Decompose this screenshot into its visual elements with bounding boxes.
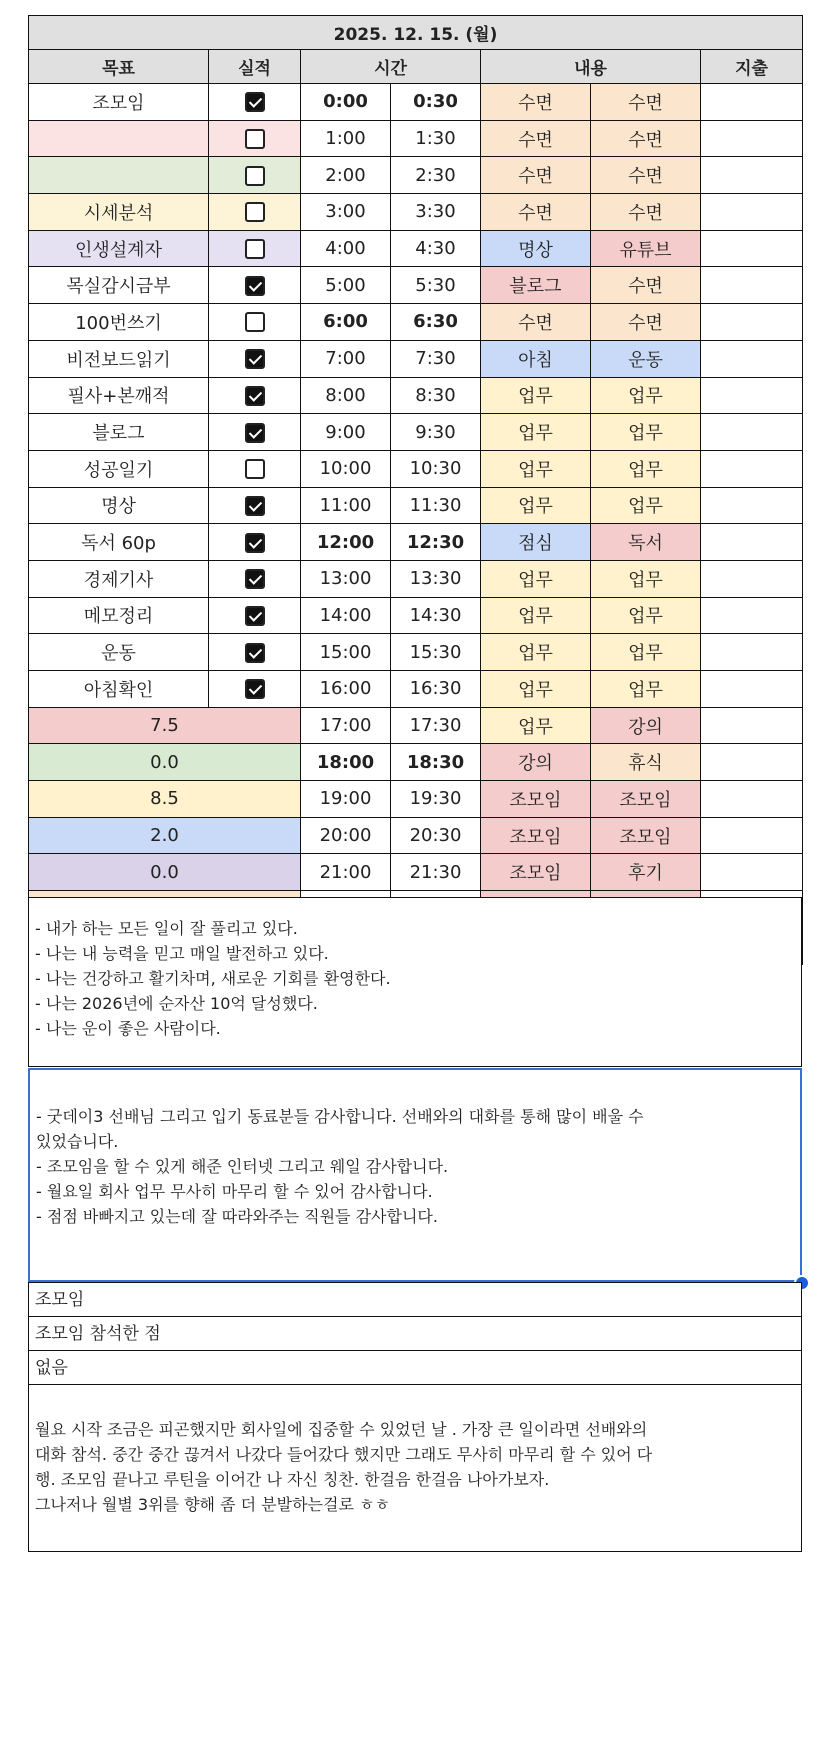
activity-cell-2[interactable]: 업무 — [591, 487, 701, 524]
activity-cell-1[interactable]: 강의 — [481, 744, 591, 781]
activity-cell-1[interactable]: 업무 — [481, 707, 591, 744]
end-time-cell[interactable]: 9:30 — [391, 414, 481, 451]
schedule-row — [29, 304, 803, 341]
activity-cell-2[interactable]: 조모임 — [591, 817, 701, 854]
end-time-cell[interactable]: 3:30 — [391, 194, 481, 231]
end-time-cell[interactable]: 11:30 — [391, 487, 481, 524]
end-time-cell[interactable]: 6:30 — [391, 304, 481, 341]
end-time-cell[interactable]: 18:30 — [391, 744, 481, 781]
time-header[interactable]: 시간 — [301, 50, 481, 84]
activity-cell-1[interactable]: 블로그 — [481, 267, 591, 304]
start-time-cell[interactable]: 6:00 — [301, 304, 391, 341]
goal-cell[interactable]: 운동 — [29, 634, 209, 671]
activity-cell-2[interactable]: 업무 — [591, 560, 701, 597]
affirmations-line: - 나는 건강하고 활기차며, 새로운 기회를 환영한다. — [35, 969, 391, 988]
schedule-row — [29, 84, 803, 121]
schedule-row — [29, 340, 803, 377]
done-checkbox-cell[interactable] — [209, 157, 301, 194]
start-time-cell[interactable]: 2:00 — [301, 157, 391, 194]
activity-cell-2[interactable]: 후기 — [591, 854, 701, 891]
end-time-cell[interactable]: 0:30 — [391, 84, 481, 121]
checkbox[interactable] — [245, 606, 265, 626]
activity-cell-2[interactable]: 수면 — [591, 157, 701, 194]
goal-cell[interactable]: 명상 — [29, 487, 209, 524]
activity-cell-2[interactable]: 업무 — [591, 414, 701, 451]
expense-cell[interactable] — [701, 267, 803, 304]
start-time-cell[interactable]: 17:00 — [301, 707, 391, 744]
expense-cell[interactable] — [701, 230, 803, 267]
affirmations-box[interactable] — [28, 897, 802, 1067]
content-header[interactable]: 내용 — [481, 50, 701, 84]
category-total-cell[interactable]: 0.0 — [29, 854, 301, 891]
checkbox[interactable] — [245, 202, 265, 222]
activity-cell-2[interactable]: 수면 — [591, 84, 701, 121]
start-time-cell[interactable]: 7:00 — [301, 340, 391, 377]
activity-cell-1[interactable]: 조모임 — [481, 817, 591, 854]
summary-line-3[interactable]: 없음 — [28, 1350, 802, 1385]
done-checkbox-cell[interactable] — [209, 304, 301, 341]
goal-cell[interactable]: 조모임 — [29, 84, 209, 121]
goal-cell[interactable]: 메모정리 — [29, 597, 209, 634]
activity-cell-2[interactable]: 업무 — [591, 671, 701, 708]
end-time-cell[interactable]: 20:30 — [391, 817, 481, 854]
activity-cell-1[interactable]: 조모임 — [481, 781, 591, 818]
affirmations-line: - 나는 2026년에 순자산 10억 달성했다. — [35, 994, 318, 1013]
checkbox[interactable] — [245, 533, 265, 553]
expense-cell[interactable] — [701, 781, 803, 818]
diary-line: 그나저나 월별 3위를 향해 좀 더 분발하는걸로 ㅎㅎ — [35, 1495, 390, 1514]
end-time-cell[interactable]: 7:30 — [391, 340, 481, 377]
schedule-row — [29, 854, 803, 891]
end-time-cell[interactable]: 4:30 — [391, 230, 481, 267]
end-time-cell[interactable]: 16:30 — [391, 671, 481, 708]
goal-cell[interactable]: 시세분석 — [29, 194, 209, 231]
checkbox[interactable] — [245, 239, 265, 259]
activity-cell-1[interactable]: 업무 — [481, 597, 591, 634]
done-checkbox-cell[interactable] — [209, 230, 301, 267]
checkbox[interactable] — [245, 166, 265, 186]
end-time-cell[interactable]: 8:30 — [391, 377, 481, 414]
start-time-cell[interactable]: 0:00 — [301, 84, 391, 121]
checkbox[interactable] — [245, 423, 265, 443]
diary-box[interactable] — [28, 1384, 802, 1552]
activity-cell-2[interactable]: 업무 — [591, 597, 701, 634]
diary-line: 대화 참석. 중간 중간 끊겨서 나갔다 들어갔다 했지만 그래도 무사히 마무리 할 수 있어 다 — [35, 1445, 653, 1464]
schedule-row — [29, 781, 803, 818]
end-time-cell[interactable]: 19:30 — [391, 781, 481, 818]
start-time-cell[interactable]: 1:00 — [301, 120, 391, 157]
start-time-cell[interactable]: 19:00 — [301, 781, 391, 818]
expense-cell[interactable] — [701, 377, 803, 414]
start-time-cell[interactable]: 11:00 — [301, 487, 391, 524]
schedule-row — [29, 524, 803, 561]
expense-cell[interactable] — [701, 671, 803, 708]
start-time-cell[interactable]: 3:00 — [301, 194, 391, 231]
done-checkbox-cell[interactable] — [209, 377, 301, 414]
goal-cell[interactable]: 인생설계자 — [29, 230, 209, 267]
schedule-table — [28, 15, 803, 965]
done-checkbox-cell[interactable] — [209, 597, 301, 634]
done-checkbox-cell[interactable] — [209, 84, 301, 121]
schedule-row — [29, 157, 803, 194]
schedule-row — [29, 414, 803, 451]
checkbox[interactable] — [245, 643, 265, 663]
affirmations-line: - 내가 하는 모든 일이 잘 풀리고 있다. — [35, 919, 298, 938]
category-total-cell[interactable]: 8.5 — [29, 781, 301, 818]
schedule-row — [29, 634, 803, 671]
activity-cell-1[interactable]: 수면 — [481, 194, 591, 231]
expense-cell[interactable] — [701, 120, 803, 157]
gratitude-box[interactable] — [28, 1068, 802, 1282]
expense-cell[interactable] — [701, 854, 803, 891]
goal-cell[interactable]: 100번쓰기 — [29, 304, 209, 341]
schedule-row — [29, 377, 803, 414]
category-total-cell[interactable]: 0.0 — [29, 744, 301, 781]
done-checkbox-cell[interactable] — [209, 450, 301, 487]
activity-cell-1[interactable]: 업무 — [481, 377, 591, 414]
gratitude-line: - 조모임을 할 수 있게 해준 인터넷 그리고 웨일 감사합니다. — [36, 1157, 449, 1176]
category-total-cell[interactable]: 7.5 — [29, 707, 301, 744]
activity-cell-2[interactable]: 수면 — [591, 304, 701, 341]
activity-cell-2[interactable]: 독서 — [591, 524, 701, 561]
start-time-cell[interactable]: 15:00 — [301, 634, 391, 671]
schedule-row — [29, 707, 803, 744]
start-time-cell[interactable]: 16:00 — [301, 671, 391, 708]
goal-cell[interactable]: 성공일기 — [29, 450, 209, 487]
date-title[interactable]: 2025. 12. 15. (월) — [29, 16, 803, 50]
activity-cell-1[interactable]: 업무 — [481, 487, 591, 524]
expense-cell[interactable] — [701, 414, 803, 451]
daily-planner-sheet — [28, 15, 802, 965]
checkbox[interactable] — [245, 129, 265, 149]
end-time-cell[interactable]: 14:30 — [391, 597, 481, 634]
activity-cell-1[interactable]: 수면 — [481, 120, 591, 157]
end-time-cell[interactable]: 2:30 — [391, 157, 481, 194]
goal-cell[interactable] — [29, 120, 209, 157]
schedule-row — [29, 597, 803, 634]
checkbox[interactable] — [245, 496, 265, 516]
expense-cell[interactable] — [701, 634, 803, 671]
checkbox[interactable] — [245, 459, 265, 479]
summary-line-1[interactable]: 조모임 — [28, 1282, 802, 1317]
activity-cell-2[interactable]: 수면 — [591, 267, 701, 304]
end-time-cell[interactable]: 12:30 — [391, 524, 481, 561]
activity-cell-1[interactable]: 명상 — [481, 230, 591, 267]
checkbox[interactable] — [245, 569, 265, 589]
done-checkbox-cell[interactable] — [209, 414, 301, 451]
end-time-cell[interactable]: 10:30 — [391, 450, 481, 487]
done-checkbox-cell[interactable] — [209, 560, 301, 597]
affirmations-line: - 나는 운이 좋은 사람이다. — [35, 1019, 221, 1038]
activity-cell-1[interactable]: 업무 — [481, 450, 591, 487]
done-checkbox-cell[interactable] — [209, 487, 301, 524]
expense-cell[interactable] — [701, 487, 803, 524]
goal-cell[interactable]: 아침확인 — [29, 671, 209, 708]
schedule-row — [29, 230, 803, 267]
gratitude-line: - 굿데이3 선배님 그리고 입기 동료분들 감사합니다. 선배와의 대화를 통해 많이 배울 수 — [36, 1107, 644, 1126]
expense-cell[interactable] — [701, 524, 803, 561]
activity-cell-1[interactable]: 업무 — [481, 671, 591, 708]
gratitude-line: - 월요일 회사 업무 무사히 마무리 할 수 있어 감사합니다. — [36, 1182, 433, 1201]
expense-cell[interactable] — [701, 450, 803, 487]
start-time-cell[interactable]: 4:00 — [301, 230, 391, 267]
activity-cell-1[interactable]: 수면 — [481, 84, 591, 121]
goal-cell[interactable] — [29, 157, 209, 194]
activity-cell-2[interactable]: 강의 — [591, 707, 701, 744]
checkbox[interactable] — [245, 276, 265, 296]
gratitude-line: - 점점 바빠지고 있는데 잘 따라와주는 직원들 감사합니다. — [36, 1207, 438, 1226]
schedule-row — [29, 450, 803, 487]
activity-cell-1[interactable]: 아침 — [481, 340, 591, 377]
expense-header[interactable]: 지출 — [701, 50, 803, 84]
activity-cell-1[interactable]: 업무 — [481, 414, 591, 451]
checkbox[interactable] — [245, 312, 265, 332]
start-time-cell[interactable]: 13:00 — [301, 560, 391, 597]
end-time-cell[interactable]: 17:30 — [391, 707, 481, 744]
end-time-cell[interactable]: 21:30 — [391, 854, 481, 891]
checkbox[interactable] — [245, 92, 265, 112]
goal-cell[interactable]: 경제기사 — [29, 560, 209, 597]
expense-cell[interactable] — [701, 157, 803, 194]
expense-cell[interactable] — [701, 84, 803, 121]
activity-cell-2[interactable]: 수면 — [591, 194, 701, 231]
checkbox[interactable] — [245, 349, 265, 369]
end-time-cell[interactable]: 13:30 — [391, 560, 481, 597]
diary-line: 월요 시작 조금은 피곤했지만 회사일에 집중할 수 있었던 날 . 가장 큰 일이라면 선배와의 — [35, 1420, 648, 1439]
start-time-cell[interactable]: 9:00 — [301, 414, 391, 451]
done-checkbox-cell[interactable] — [209, 340, 301, 377]
activity-cell-2[interactable]: 휴식 — [591, 744, 701, 781]
diary-text — [35, 1417, 801, 1517]
expense-cell[interactable] — [701, 194, 803, 231]
start-time-cell[interactable]: 18:00 — [301, 744, 391, 781]
done-checkbox-cell[interactable] — [209, 634, 301, 671]
goal-header[interactable]: 목표 — [29, 50, 209, 84]
end-time-cell[interactable]: 15:30 — [391, 634, 481, 671]
done-checkbox-cell[interactable] — [209, 524, 301, 561]
goal-cell[interactable]: 목실감시금부 — [29, 267, 209, 304]
expense-cell[interactable] — [701, 744, 803, 781]
activity-cell-2[interactable]: 조모임 — [591, 781, 701, 818]
expense-cell[interactable] — [701, 817, 803, 854]
done-checkbox-cell[interactable] — [209, 120, 301, 157]
activity-cell-1[interactable]: 수면 — [481, 304, 591, 341]
activity-cell-2[interactable]: 운동 — [591, 340, 701, 377]
expense-cell[interactable] — [701, 707, 803, 744]
checkbox[interactable] — [245, 679, 265, 699]
affirmations-list — [35, 916, 801, 1041]
diary-line: 행. 조모임 끝나고 루틴을 이어간 나 자신 칭찬. 한걸음 한걸음 나아가보자. — [35, 1470, 550, 1489]
activity-cell-2[interactable]: 업무 — [591, 377, 701, 414]
end-time-cell[interactable]: 1:30 — [391, 120, 481, 157]
goal-cell[interactable]: 독서 60p — [29, 524, 209, 561]
gratitude-line: 있었습니다. — [36, 1132, 119, 1151]
expense-cell[interactable] — [701, 340, 803, 377]
activity-cell-1[interactable]: 업무 — [481, 634, 591, 671]
activity-cell-2[interactable]: 업무 — [591, 634, 701, 671]
gratitude-list — [36, 1104, 800, 1229]
activity-cell-2[interactable]: 수면 — [591, 120, 701, 157]
expense-cell[interactable] — [701, 304, 803, 341]
schedule-row — [29, 267, 803, 304]
schedule-row — [29, 120, 803, 157]
schedule-row — [29, 671, 803, 708]
summary-line-2[interactable]: 조모임 참석한 점 — [28, 1316, 802, 1351]
checkbox[interactable] — [245, 386, 265, 406]
activity-cell-1[interactable]: 점심 — [481, 524, 591, 561]
start-time-cell[interactable]: 12:00 — [301, 524, 391, 561]
schedule-row — [29, 560, 803, 597]
start-time-cell[interactable]: 21:00 — [301, 854, 391, 891]
category-total-cell[interactable]: 2.0 — [29, 817, 301, 854]
done-checkbox-cell[interactable] — [209, 671, 301, 708]
start-time-cell[interactable]: 10:00 — [301, 450, 391, 487]
goal-cell[interactable]: 비전보드읽기 — [29, 340, 209, 377]
goal-cell[interactable]: 필사+본깨적 — [29, 377, 209, 414]
start-time-cell[interactable]: 8:00 — [301, 377, 391, 414]
start-time-cell[interactable]: 20:00 — [301, 817, 391, 854]
activity-cell-2[interactable]: 유튜브 — [591, 230, 701, 267]
schedule-row — [29, 744, 803, 781]
schedule-row — [29, 817, 803, 854]
done-header[interactable]: 실적 — [209, 50, 301, 84]
start-time-cell[interactable]: 5:00 — [301, 267, 391, 304]
expense-cell[interactable] — [701, 597, 803, 634]
start-time-cell[interactable]: 14:00 — [301, 597, 391, 634]
activity-cell-1[interactable]: 조모임 — [481, 854, 591, 891]
done-checkbox-cell[interactable] — [209, 194, 301, 231]
activity-cell-1[interactable]: 업무 — [481, 560, 591, 597]
end-time-cell[interactable]: 5:30 — [391, 267, 481, 304]
affirmations-line: - 나는 내 능력을 믿고 매일 발전하고 있다. — [35, 944, 329, 963]
activity-cell-1[interactable]: 수면 — [481, 157, 591, 194]
activity-cell-2[interactable]: 업무 — [591, 450, 701, 487]
schedule-row — [29, 487, 803, 524]
expense-cell[interactable] — [701, 560, 803, 597]
goal-cell[interactable]: 블로그 — [29, 414, 209, 451]
done-checkbox-cell[interactable] — [209, 267, 301, 304]
schedule-row — [29, 194, 803, 231]
